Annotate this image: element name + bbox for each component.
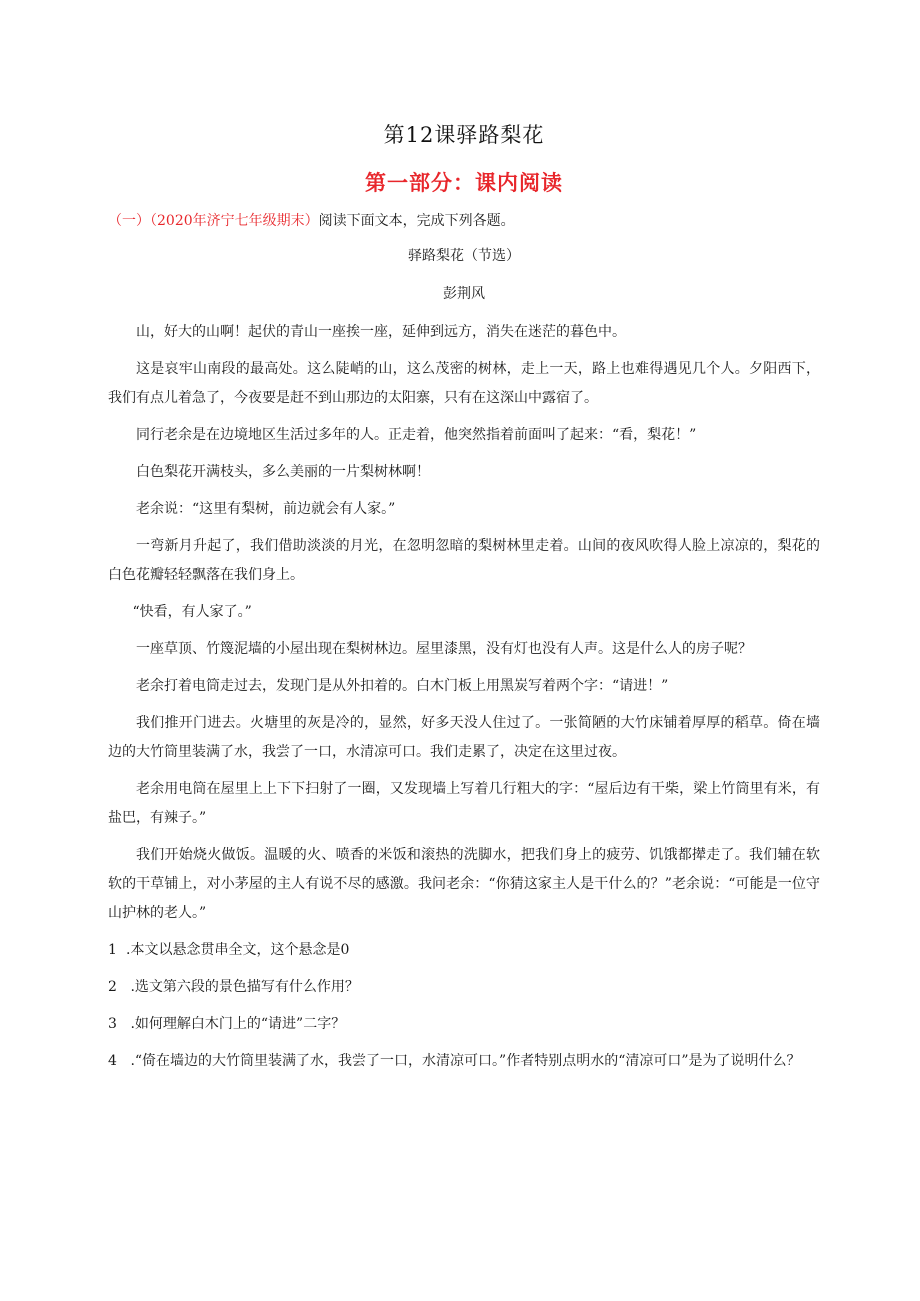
paragraph: 山，好大的山啊！起伏的青山一座挨一座，延伸到远方，消失在迷茫的暮色中。 xyxy=(136,324,626,340)
paragraph: 老余说：“这里有梨树，前边就会有人家。” xyxy=(136,501,396,517)
section-title: 第一部分：课内阅读 xyxy=(365,170,563,195)
paragraph: 这是哀牢山南段的最高处。这么陡峭的山，这么茂密的树林，走上一天，路上也难得遇见几个人。夕阳西下，我们有点儿着急了，今夜要是赶不到山那边的太阳寨，只有在这深山中露宿了。 xyxy=(108,361,820,406)
question-number: 2 xyxy=(108,979,117,995)
question-number: 1 xyxy=(108,942,117,958)
question-item xyxy=(108,973,820,1002)
exercise-number: （一） xyxy=(108,213,150,229)
question-text: .本文以悬念贯串全文，这个悬念是0 xyxy=(126,942,350,958)
exercise-source: （2020年济宁七年级期末） xyxy=(150,213,319,229)
exercise-intro xyxy=(108,211,820,231)
lesson-title: 第12课驿路梨花 xyxy=(383,123,545,147)
question-text: .“倚在墙边的大竹筒里装满了水，我尝了一口，水清凉可口。”作者特别点明水的“清凉可口”是为了说明什么？ xyxy=(126,1053,801,1069)
question-item xyxy=(108,936,820,965)
paragraph: 老余打着电筒走过去，发现门是从外扣着的。白木门板上用黑炭写着两个字：“请进！” xyxy=(136,678,669,694)
paragraph: 同行老余是在边境地区生活过多年的人。正走着，他突然指着前面叫了起来：“看，梨花！” xyxy=(136,427,697,443)
paragraph: “快看，有人家了。” xyxy=(132,604,252,620)
question-text: .如何理解白木门上的“请进”二字？ xyxy=(126,1016,346,1032)
question-text: .选文第六段的景色描写有什么作用？ xyxy=(126,979,359,995)
paragraph: 我们推开门进去。火塘里的灰是冷的，显然，好多天没人住过了。一张简陋的大竹床铺着厚厚的稻草。倚在墙边的大竹筒里装满了水，我尝了一口，水清凉可口。我们走累了，决定在这里过夜。 xyxy=(108,715,820,760)
article-title: 驿路梨花（节选） xyxy=(408,248,520,264)
question-number: 3 xyxy=(108,1016,117,1032)
article-author: 彭荆风 xyxy=(443,286,485,302)
question-item xyxy=(108,1047,820,1076)
paragraph: 白色梨花开满枝头，多么美丽的一片梨树林啊！ xyxy=(136,464,430,480)
exercise-instruction: 阅读下面文本，完成下列各题。 xyxy=(318,213,515,229)
paragraph: 一座草顶、竹篾泥墙的小屋出现在梨树林边。屋里漆黑，没有灯也没有人声。这是什么人的房子呢？ xyxy=(136,641,752,657)
paragraph: 我们开始烧火做饭。温暖的火、喷香的米饭和滚热的洗脚水，把我们身上的疲劳、饥饿都撵走了。我们辅在软软的干草铺上，对小茅屋的主人有说不尽的感激。我问老余：“你猜这家主人是干什么的？”老余说：“可能是一位守山护林的老人。” xyxy=(108,847,820,921)
paragraph: 一弯新月升起了，我们借助淡淡的月光，在忽明忽暗的梨树林里走着。山间的夜风吹得人脸上凉凉的，梨花的白色花瓣轻轻飘落在我们身上。 xyxy=(108,538,820,583)
question-item xyxy=(108,1010,820,1039)
question-number: 4 xyxy=(108,1053,117,1069)
paragraph: 老余用电筒在屋里上上下下扫射了一圈，又发现墙上写着几行粗大的字：“屋后边有干柴，梁上竹筒里有米，有盐巴，有辣子。” xyxy=(108,781,820,826)
article-body xyxy=(108,318,820,1084)
